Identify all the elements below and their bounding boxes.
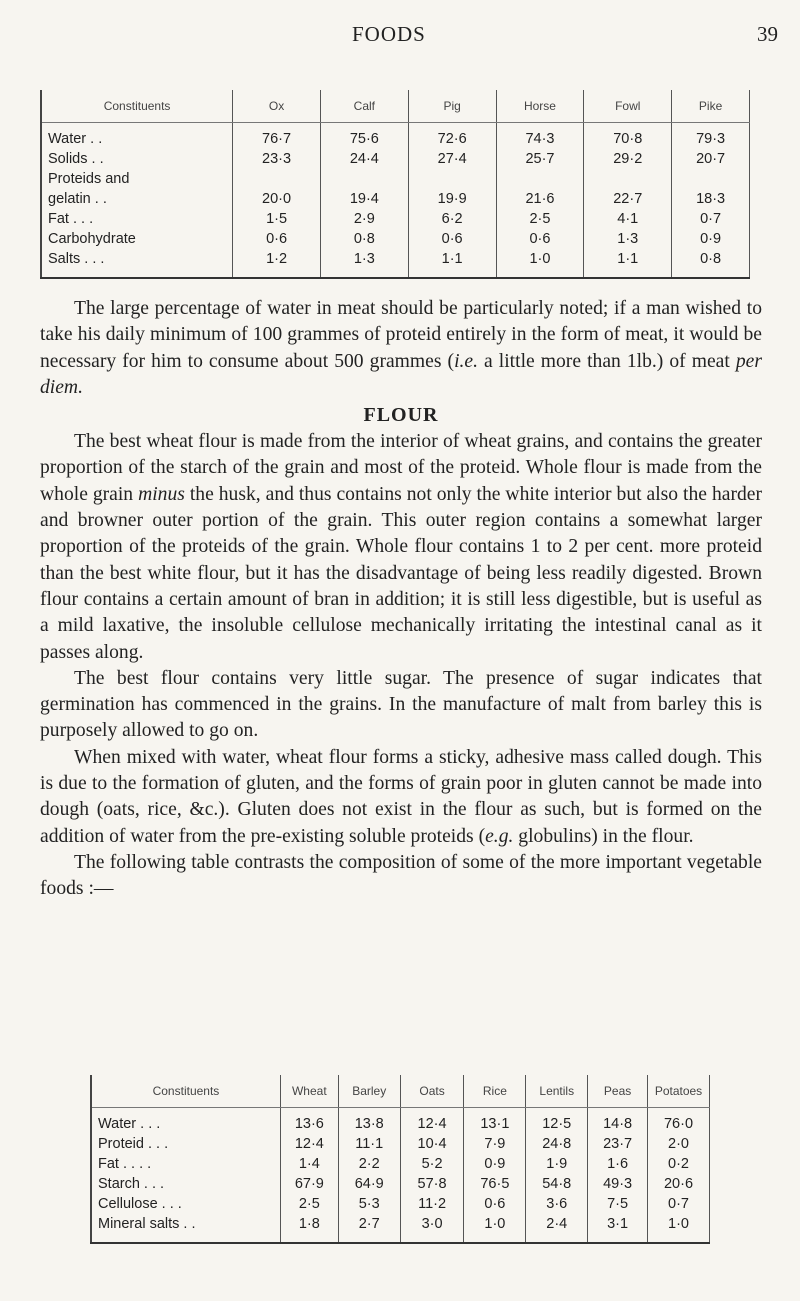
meat-table-cell: 1·5 xyxy=(233,211,321,231)
veg-table-cell: 76·0 xyxy=(648,1116,710,1136)
meat-table-cell xyxy=(233,171,321,191)
veg-table-cell: 7·9 xyxy=(464,1136,526,1156)
meat-table-cell: 70·8 xyxy=(584,131,672,151)
meat-table-cell: 21·6 xyxy=(496,191,584,211)
veg-table-cell: 3·6 xyxy=(526,1196,588,1216)
meat-table-cell: 20·0 xyxy=(233,191,321,211)
meat-table-row xyxy=(41,151,750,171)
veg-table-cell: 2·7 xyxy=(338,1216,400,1243)
meat-table-row-label: Proteids and xyxy=(41,171,233,191)
meat-table-cell xyxy=(320,171,408,191)
meat-table-cell: 25·7 xyxy=(496,151,584,171)
meat-table-cell xyxy=(672,171,750,191)
meat-table-row-label: Water . . xyxy=(41,131,233,151)
veg-table-cell: 0·7 xyxy=(648,1196,710,1216)
veg-table-row-label: Mineral salts . . xyxy=(91,1216,280,1243)
veg-table-row-label: Starch . . . xyxy=(91,1176,280,1196)
veg-table-cell: 76·5 xyxy=(464,1176,526,1196)
meat-table-cell: 27·4 xyxy=(408,151,496,171)
veg-table-row xyxy=(91,1196,710,1216)
meat-table-column-header: Pike xyxy=(672,90,750,123)
veg-table-cell: 14·8 xyxy=(588,1116,648,1136)
meat-table-cell: 18·3 xyxy=(672,191,750,211)
veg-table-cell: 64·9 xyxy=(338,1176,400,1196)
meat-table-column-header: Fowl xyxy=(584,90,672,123)
meat-table-cell: 19·9 xyxy=(408,191,496,211)
veg-table-cell: 57·8 xyxy=(400,1176,464,1196)
meat-table-column-header: Pig xyxy=(408,90,496,123)
meat-table-row-label: gelatin . . xyxy=(41,191,233,211)
veg-table-row-label: Water . . . xyxy=(91,1116,280,1136)
meat-table-cell: 0·9 xyxy=(672,231,750,251)
veg-table-cell: 13·1 xyxy=(464,1116,526,1136)
meat-table-cell: 1·3 xyxy=(320,251,408,278)
veg-table-cell: 0·9 xyxy=(464,1156,526,1176)
veg-table-cell: 12·5 xyxy=(526,1116,588,1136)
veg-table-cell: 2·0 xyxy=(648,1136,710,1156)
veg-table-cell: 20·6 xyxy=(648,1176,710,1196)
meat-table-cell: 1·3 xyxy=(584,231,672,251)
veg-table-cell: 24·8 xyxy=(526,1136,588,1156)
meat-table-cell xyxy=(408,171,496,191)
veg-table-cell: 10·4 xyxy=(400,1136,464,1156)
veg-table-cell: 1·9 xyxy=(526,1156,588,1176)
veg-table-cell: 13·6 xyxy=(280,1116,338,1136)
veg-table-row xyxy=(91,1136,710,1156)
veg-table-cell: 23·7 xyxy=(588,1136,648,1156)
veg-table-cell: 1·8 xyxy=(280,1216,338,1243)
meat-table-cell: 1·1 xyxy=(584,251,672,278)
veg-table-cell: 1·0 xyxy=(648,1216,710,1243)
veg-table-cell: 12·4 xyxy=(280,1136,338,1156)
veg-table-column-header: Potatoes xyxy=(648,1075,710,1108)
meat-table-row-label: Solids . . xyxy=(41,151,233,171)
page-number: 39 xyxy=(757,22,778,46)
meat-table-cell: 2·5 xyxy=(496,211,584,231)
meat-table-cell: 1·2 xyxy=(233,251,321,278)
meat-table-cell: 6·2 xyxy=(408,211,496,231)
meat-table-cell: 0·8 xyxy=(320,231,408,251)
meat-table-cell: 72·6 xyxy=(408,131,496,151)
running-title: FOODS xyxy=(352,22,426,46)
veg-table-cell: 13·8 xyxy=(338,1116,400,1136)
meat-table-cell: 19·4 xyxy=(320,191,408,211)
veg-table-cell: 5·3 xyxy=(338,1196,400,1216)
veg-table-row xyxy=(91,1176,710,1196)
veg-table-column-header: Constituents xyxy=(91,1075,280,1108)
meat-table-row xyxy=(41,231,750,251)
veg-table-row xyxy=(91,1156,710,1176)
veg-table-column-header: Peas xyxy=(588,1075,648,1108)
veg-table-cell: 0·2 xyxy=(648,1156,710,1176)
veg-table-cell: 1·0 xyxy=(464,1216,526,1243)
veg-table-row-label: Cellulose . . . xyxy=(91,1196,280,1216)
meat-table-cell: 0·6 xyxy=(408,231,496,251)
meat-table-row xyxy=(41,191,750,211)
veg-table-column-header: Wheat xyxy=(280,1075,338,1108)
veg-table-cell: 3·0 xyxy=(400,1216,464,1243)
paragraph-wheat-flour: The best wheat flour is made from the interior of wheat grains, and contains the greater proportion of the starch of the grain and most of the proteid. Whole flour is made from the whole grain minus the husk, and thus contains not only the white interior but also the harder and browner outer portion of the grain. This outer region contains a somewhat larger proportion of the proteids of the grain. Whole flour contains 1 to 2 per cent. more proteid than the best white flour, but it has the disadvantage of being less readily digested. Brown flour contains a certain amount of bran in addition; it is still less digestible, but is useful as a mild laxative, the insoluble cellulose mechanically irritating the intestinal canal as it passes along. xyxy=(40,431,762,663)
meat-table-cell: 76·7 xyxy=(233,131,321,151)
meat-table-row xyxy=(41,211,750,231)
veg-table-cell: 3·1 xyxy=(588,1216,648,1243)
meat-table-row-label: Fat . . . xyxy=(41,211,233,231)
meat-table-cell: 79·3 xyxy=(672,131,750,151)
meat-table-cell: 22·7 xyxy=(584,191,672,211)
veg-table-cell: 1·4 xyxy=(280,1156,338,1176)
veg-table-column-header: Oats xyxy=(400,1075,464,1108)
body-text xyxy=(40,296,762,903)
paragraph-dough: When mixed with water, wheat flour forms a sticky, adhesive mass called dough. This is due to the formation of gluten, and the forms of grain poor in gluten cannot be made into dough (oats, rice, &c.). Gluten does not exist in the flour as such, but is formed on the addition of water from the pre-existing soluble proteids (e.g. globulins) in the flour. xyxy=(40,746,762,847)
meat-table-row-label: Carbohydrate xyxy=(41,231,233,251)
veg-table-column-header: Rice xyxy=(464,1075,526,1108)
meat-table-cell: 4·1 xyxy=(584,211,672,231)
veg-table-row xyxy=(91,1116,710,1136)
veg-table-cell: 54·8 xyxy=(526,1176,588,1196)
meat-table-cell: 0·8 xyxy=(672,251,750,278)
meat-table-row xyxy=(41,131,750,151)
veg-table-column-header: Barley xyxy=(338,1075,400,1108)
meat-table-cell xyxy=(584,171,672,191)
meat-table-row xyxy=(41,251,750,278)
veg-table-cell: 7·5 xyxy=(588,1196,648,1216)
meat-table-row xyxy=(41,171,750,191)
veg-table-column-header: Lentils xyxy=(526,1075,588,1108)
paragraph-sugar: The best flour contains very little sugar. The presence of sugar indicates that germination has commenced in the grains. In the manufacture of malt from barley this is purposely allowed to go on. xyxy=(40,667,762,742)
veg-table-row xyxy=(91,1216,710,1243)
section-heading-flour: FLOUR xyxy=(363,404,439,427)
meat-composition-table xyxy=(40,90,750,279)
meat-table-cell: 74·3 xyxy=(496,131,584,151)
paragraph-meat-water: The large percentage of water in meat should be particularly noted; if a man wished to take his daily minimum of 100 grammes of proteid entirely in the form of meat, it would be necessary for him to consume about 500 grammes (i.e. a little more than 1lb.) of meat per diem. xyxy=(40,298,762,398)
meat-table-column-header: Calf xyxy=(320,90,408,123)
page-header xyxy=(0,22,800,52)
meat-table-cell: 0·6 xyxy=(233,231,321,251)
vegetable-composition-table xyxy=(90,1075,710,1244)
meat-table-column-header: Horse xyxy=(496,90,584,123)
meat-table-cell: 20·7 xyxy=(672,151,750,171)
veg-table-cell: 0·6 xyxy=(464,1196,526,1216)
veg-table-cell: 5·2 xyxy=(400,1156,464,1176)
meat-table-cell xyxy=(496,171,584,191)
meat-table-cell: 1·0 xyxy=(496,251,584,278)
veg-table-cell: 12·4 xyxy=(400,1116,464,1136)
meat-table-cell: 2·9 xyxy=(320,211,408,231)
meat-table-cell: 1·1 xyxy=(408,251,496,278)
meat-table-cell: 0·7 xyxy=(672,211,750,231)
veg-table-row-label: Proteid . . . xyxy=(91,1136,280,1156)
veg-table-cell: 2·4 xyxy=(526,1216,588,1243)
meat-table-cell: 24·4 xyxy=(320,151,408,171)
veg-table-row-label: Fat . . . . xyxy=(91,1156,280,1176)
meat-table-cell: 75·6 xyxy=(320,131,408,151)
meat-table-column-header: Ox xyxy=(233,90,321,123)
veg-table-cell: 67·9 xyxy=(280,1176,338,1196)
meat-table-cell: 0·6 xyxy=(496,231,584,251)
meat-table-row-label: Salts . . . xyxy=(41,251,233,278)
meat-table-column-header: Constituents xyxy=(41,90,233,123)
veg-table-cell: 1·6 xyxy=(588,1156,648,1176)
veg-table-cell: 49·3 xyxy=(588,1176,648,1196)
meat-table-cell: 29·2 xyxy=(584,151,672,171)
paragraph-table-intro: The following table contrasts the composition of some of the more important vegetable foods :— xyxy=(40,851,762,900)
veg-table-cell: 11·1 xyxy=(338,1136,400,1156)
veg-table-cell: 2·5 xyxy=(280,1196,338,1216)
veg-table-cell: 11·2 xyxy=(400,1196,464,1216)
meat-table-cell: 23·3 xyxy=(233,151,321,171)
veg-table-cell: 2·2 xyxy=(338,1156,400,1176)
